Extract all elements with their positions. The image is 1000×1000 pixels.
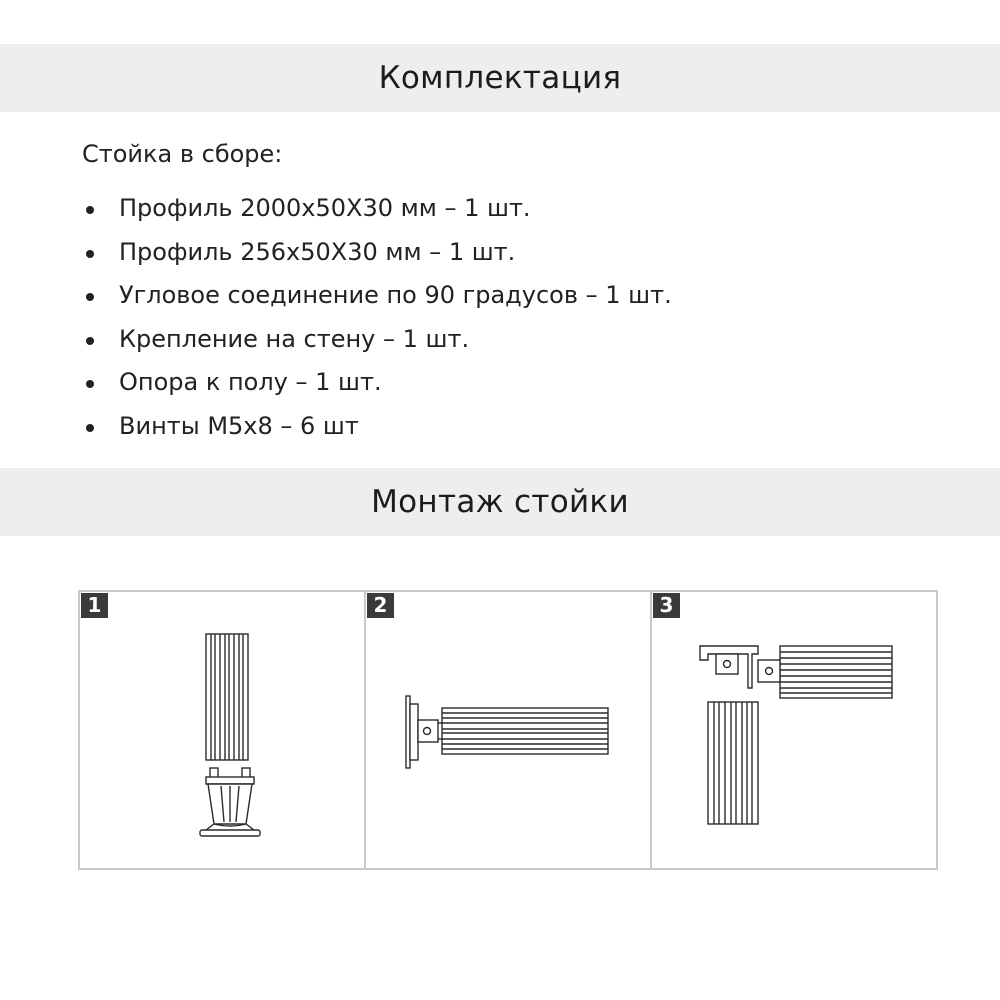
mount-section-title: Монтаж стойки — [371, 484, 629, 520]
kit-list — [82, 187, 672, 448]
list-item: Крепление на стену – 1 шт. — [82, 318, 672, 362]
list-item: Угловое соединение по 90 градусов – 1 шт. — [82, 274, 672, 318]
step-number-badge: 1 — [81, 593, 108, 618]
step-panel-2 — [364, 592, 650, 868]
bullet-icon — [86, 337, 94, 345]
list-item: Профиль 256х50Х30 мм – 1 шт. — [82, 231, 672, 275]
step-number-badge: 2 — [367, 593, 394, 618]
assembly-steps — [78, 590, 938, 870]
bullet-icon — [86, 250, 94, 258]
corner-joint-assembly-icon — [652, 592, 937, 868]
step-number-badge: 3 — [653, 593, 680, 618]
bullet-icon — [86, 424, 94, 432]
kit-section-title: Комплектация — [378, 60, 622, 96]
mount-section-header — [0, 468, 1000, 536]
bullet-icon — [86, 380, 94, 388]
step-panel-3 — [650, 592, 936, 868]
list-item: Винты М5х8 – 6 шт — [82, 405, 672, 449]
kit-section-header — [0, 44, 1000, 112]
list-item: Профиль 2000х50Х30 мм – 1 шт. — [82, 187, 672, 231]
bullet-icon — [86, 293, 94, 301]
bullet-icon — [86, 206, 94, 214]
vertical-profile-with-floor-foot-icon — [80, 592, 365, 868]
list-item: Опора к полу – 1 шт. — [82, 361, 672, 405]
wall-mount-with-horizontal-profile-icon — [366, 592, 651, 868]
kit-intro: Стойка в сборе: — [82, 140, 283, 168]
step-panel-1 — [80, 592, 364, 868]
